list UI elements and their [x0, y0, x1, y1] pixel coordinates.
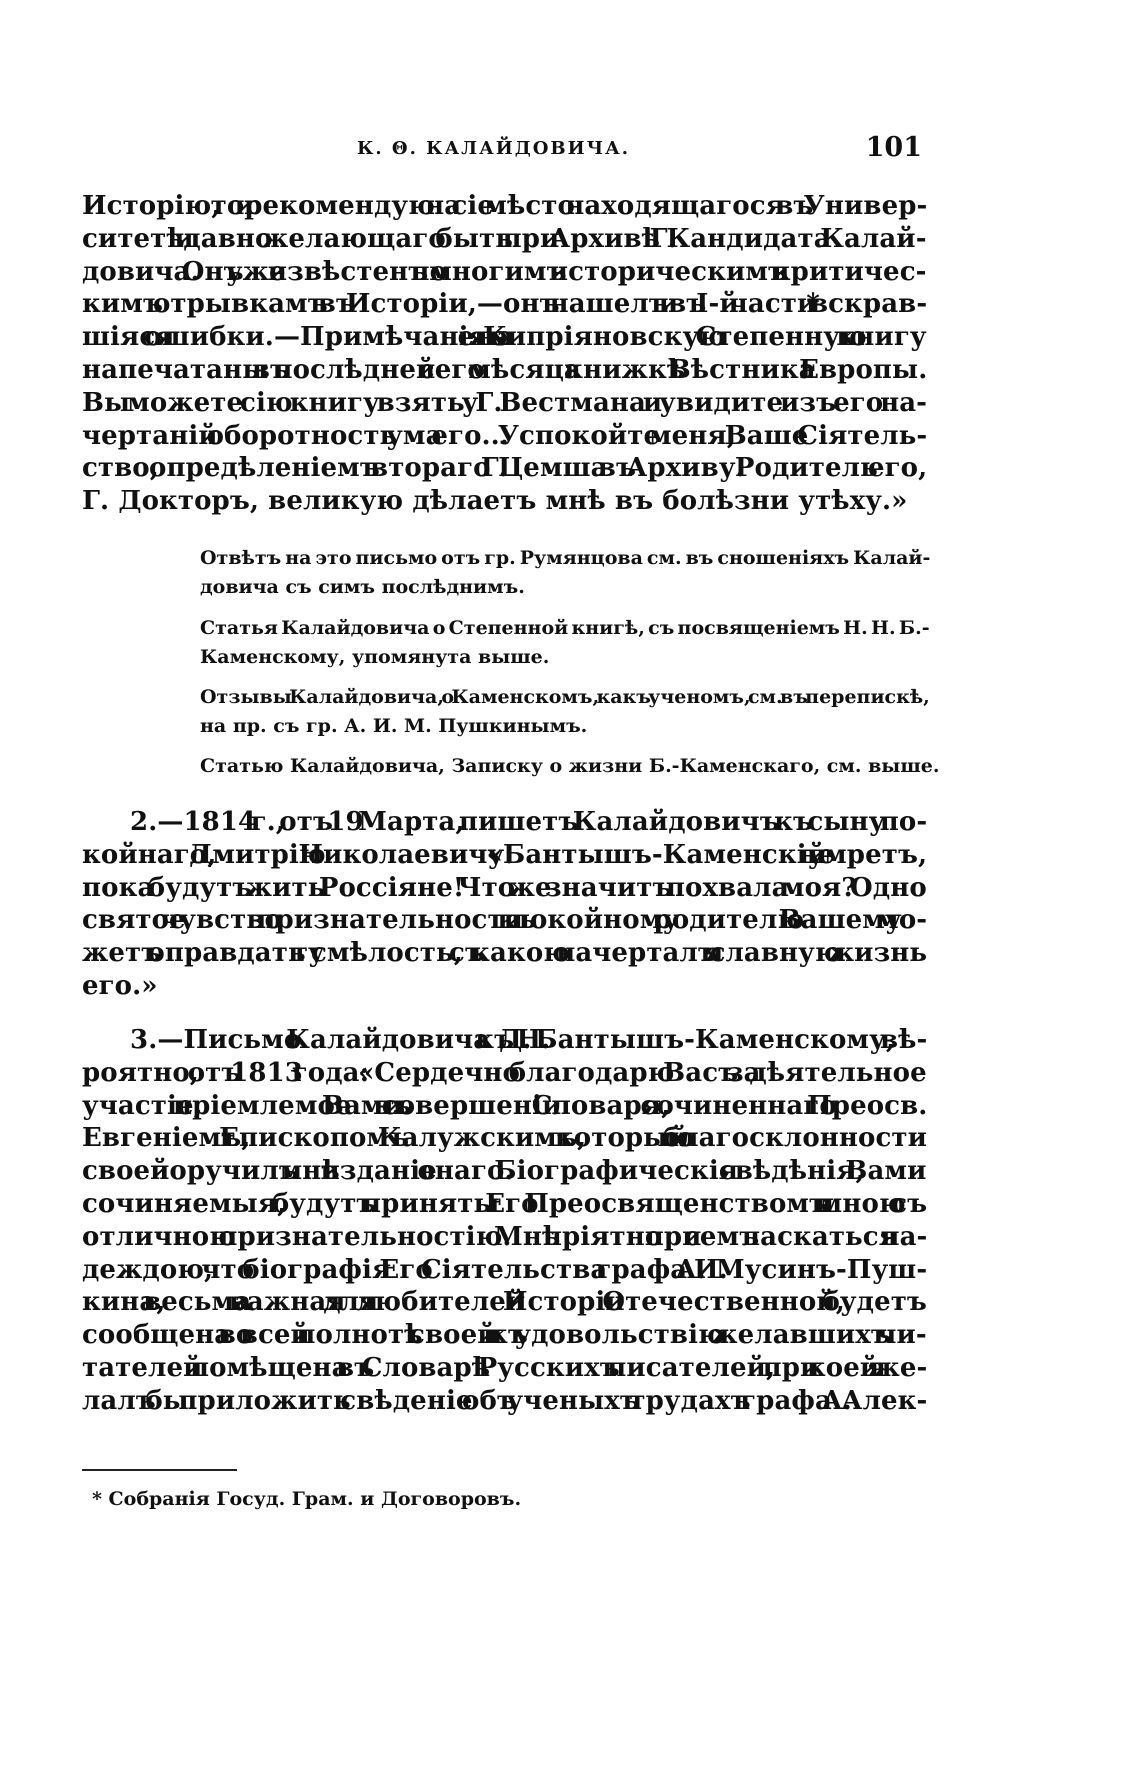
text-line: чертаній оборотность ума его... Успокойте меня, Ваше Сіятель-	[82, 420, 928, 451]
text-line: роятно, отъ 1813 года: «Сердечно благодарю Васъ за дѣятельное	[82, 1057, 927, 1088]
paragraph-2	[82, 806, 927, 1003]
text-line: довича. Онъ уже извѣстенъ по многимъ историческимъ и критичес-	[82, 256, 927, 287]
note-line: Отзывы Калайдовича, о Каменскомъ, какъ ученомъ, см. въ перепискѣ,	[200, 686, 930, 708]
text-line: тателей помѣщена въ Словарѣ Русскихъ писателей, при коей я же-	[82, 1352, 928, 1383]
page-number: 101	[865, 132, 922, 163]
footnote-rule	[82, 1469, 237, 1471]
text-line: лалъ бы приложить свѣденіе объ ученыхъ трудахъ графа А. Алек-	[82, 1385, 928, 1416]
text-line: Вы можете сію книгу взять у Г. Вестмана и увидите изъ его на-	[82, 387, 928, 418]
text-line: сообщена во всей полнотѣ своей и къ удовольствію желавшихъ чи-	[82, 1320, 927, 1351]
text-line: ситетѣ и давно желающаго быть при Архивѣ Г. Кандидата Калай-	[82, 223, 927, 254]
text-line: участіе, пріемлемое Вами въ совершеніи Словаря, сочиненнаго Преосв.	[82, 1090, 928, 1121]
note-3	[200, 683, 930, 741]
text-line: напечатаны въ послѣдней сего мѣсяца книжкѣ Вѣстника Европы.	[82, 354, 928, 385]
running-head: К. Θ. КАЛАЙДОВИЧА.	[357, 138, 631, 159]
text-line: отличною признательностію. Мнѣ пріятно при семъ ласкаться на-	[82, 1221, 928, 1252]
text-line: святое чувство признательности къ покойному родителю Вашему мо-	[82, 905, 928, 936]
text-line: его.»	[82, 970, 158, 1001]
text-line: Г. Докторъ, великую дѣлаетъ мнѣ въ болѣзни утѣху.»	[82, 486, 908, 517]
note-2	[200, 614, 930, 672]
text-line: жетъ оправдать ту смѣлость, съ какою начерталъ я славную жизнь	[82, 938, 928, 969]
note-4	[200, 752, 940, 781]
page-header	[82, 132, 922, 172]
text-line: Исторію, то и рекомендую на сіе мѣсто находящагося въ Универ-	[82, 191, 928, 221]
footnote: * Собранія Госуд. Грам. и Договоровъ.	[92, 1488, 522, 1510]
note-line: Каменскому, упомянута выше.	[200, 646, 550, 668]
text-line: Евгеніемъ, Епископомъ Калужскимъ, который по благосклонности	[82, 1123, 928, 1154]
text-line: пока будутъ жить Россіяне! Что же значитъ похвала моя? Одно	[82, 872, 927, 903]
note-line: довича съ симъ послѣднимъ.	[200, 576, 525, 598]
paragraph-1	[82, 190, 927, 518]
note-line: Статью Калайдовича, Записку о жизни Б.-Каменскаго, см. выше.	[200, 755, 940, 777]
note-1	[200, 544, 930, 602]
text-line: сочиняемыя, будутъ приняты Его Преосвященствомъ и мною съ	[82, 1188, 928, 1219]
text-line: шіяся ошибки.—Примѣчанія его на Кипріяновскую Степенную книгу	[82, 322, 927, 353]
text-line: кимъ отрывкамъ въ Исторіи,—онъ нашелъ и въ І-й части * вскрав-	[82, 289, 928, 320]
text-line: 3.—Письмо Калайдовича къ Д. Н. Бантышъ-Каменскому, вѣ-	[130, 1025, 928, 1055]
text-line: 2.—1814 г., отъ 19 Марта, пишетъ Калайдовичъ къ сыну по-	[130, 807, 928, 837]
text-line: ство, опредѣленіемъ втораго Г. Цемша въ Архиву. Родитель его,	[82, 453, 928, 484]
note-line: Отвѣтъ на это письмо отъ гр. Румянцова см. въ сношеніяхъ Калай-	[200, 547, 931, 569]
note-line: на пр. съ гр. А. И. М. Пушкинымъ.	[200, 715, 588, 737]
note-line: Статья Калайдовича о Степенной книгѣ, съ посвященіемъ Н. Н. Б.-	[200, 617, 930, 639]
text-line: койнаго, Дмитрію Николаевичу: «Бантышъ-Каменскій не умретъ,	[82, 839, 928, 870]
text-line: своей поручилъ мнѣ изданіе онаго. Біографическія свѣдѣнія, Вами	[82, 1156, 927, 1187]
text-line: деждою, что біографія Его Сіятельства графа А. И. Мусинъ-Пуш-	[82, 1254, 928, 1285]
text-line: кина, весьма важная для любителей Исторіи Отечественной, будетъ	[82, 1287, 927, 1318]
paragraph-3	[82, 1024, 927, 1418]
